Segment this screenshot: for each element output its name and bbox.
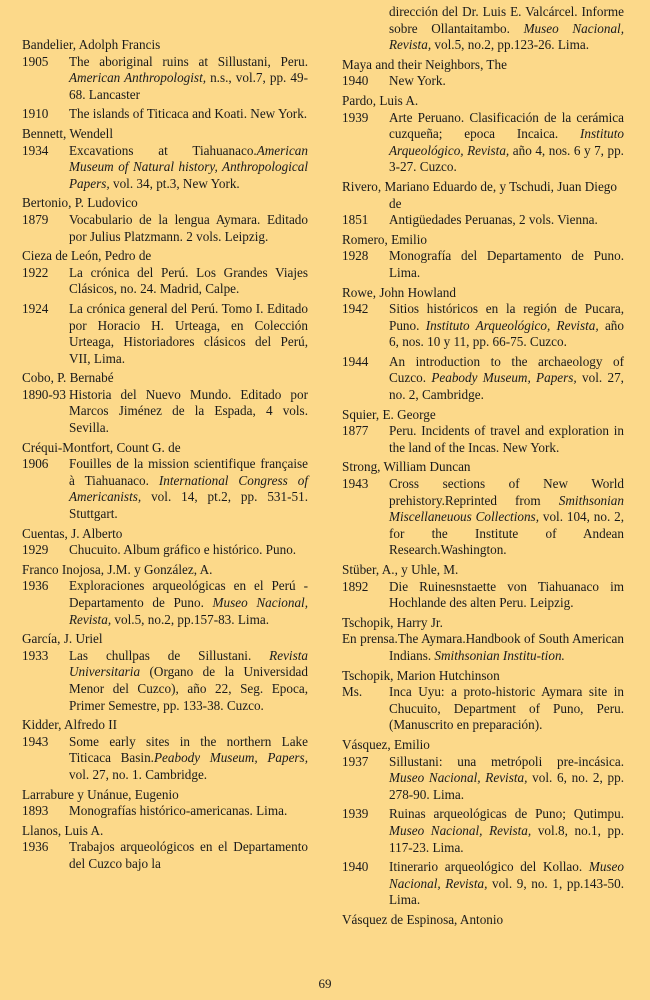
entry-year: En prensa. <box>342 631 398 647</box>
entry-text-part: Sitios históricos en la región de Pucara, Puno. <box>389 301 624 333</box>
entry-text-part: Trabajos arqueológicos en el Departamento del Cuzco bajo la <box>69 839 308 871</box>
entry-text-part: The Aymara.Handbook of South American Indians. <box>389 631 624 663</box>
entry-text-part: An introduction to the archaeology of Cuzco. <box>389 353 624 386</box>
entry-title-italic: International Congress of Americanists, <box>69 472 308 505</box>
author-name: Tschopik, Harry Jr. <box>342 614 443 630</box>
bibliography-entry <box>342 212 624 229</box>
entry-text-part: año 6, nos. 10 y 11, pp. 66-75. Cuzco. <box>389 317 624 350</box>
entry-text <box>389 631 624 663</box>
entry-text-part: Cross sections of New World prehistory.Reprinted from <box>389 476 624 508</box>
bibliography-entry <box>342 354 624 404</box>
entry-year: 1943 <box>22 733 49 749</box>
bibliography-entry <box>22 578 308 628</box>
entry-year: Ms. <box>342 684 363 700</box>
author-name: Cobo, P. Bernabé <box>22 370 114 386</box>
entry-text-part: vol. 27, no. 2, Cambridge. <box>389 370 624 403</box>
entry-year: 1851 <box>342 212 369 228</box>
entry-title-italic: Instituto Arqueológico, Revista, <box>425 317 599 333</box>
bibliography-entry <box>22 301 308 367</box>
author-name: Pardo, Luis A. <box>342 92 419 108</box>
entry-year: 1934 <box>22 142 49 158</box>
author-name: Tschopik, Marion Hutchinson <box>342 667 500 683</box>
entry-text-part: Die Ruinesnstaette von Tiahuanaco im Hochlande des alten Peru. Leipzig. <box>389 578 624 611</box>
entry-text-part: año 4, nos. 6 y 7, pp. 3-27. Cuzco. <box>389 142 624 175</box>
left-column <box>22 37 308 876</box>
entry-text <box>69 143 308 193</box>
entry-year: 1940 <box>342 73 369 89</box>
entry-text <box>389 354 624 404</box>
bibliography-entry <box>342 806 624 856</box>
entry-year: 1933 <box>22 647 49 663</box>
entry-year: 1940 <box>342 859 369 875</box>
entry-text-part: New York. <box>389 73 446 89</box>
entry-text <box>69 54 308 104</box>
bibliography-entry <box>342 684 624 734</box>
author-name: Cuentas, J. Alberto <box>22 525 123 541</box>
bibliography-entry <box>342 4 624 54</box>
entry-text <box>69 578 308 628</box>
entry-text <box>389 110 624 176</box>
entry-text <box>389 684 624 734</box>
entry-text-part: dirección del Dr. Luis E. Valcárcel. Informe sobre Ollantaitambo. <box>389 4 624 36</box>
page-number: 69 <box>318 976 332 991</box>
entry-text <box>389 859 624 909</box>
entry-text <box>389 806 624 856</box>
entry-year: 1936 <box>22 578 49 594</box>
entry-title-italic: Museo Nacional, Revista, <box>389 770 528 786</box>
author-name: Franco Inojosa, J.M. y González, A. <box>22 561 213 577</box>
entry-text-part: La crónica general del Perú. Tomo I. Editado por Horacio H. Urteaga, en Colección Urteaga, Historiadores clásicos del Perú, VII, Lima. <box>69 300 308 366</box>
entry-text-part: Antigüedades Peruanas, 2 vols. Vienna. <box>389 212 598 228</box>
bibliography-entry <box>22 212 308 245</box>
bibliography-entry <box>22 54 308 104</box>
entry-text <box>389 476 624 559</box>
bibliography-entry <box>22 734 308 784</box>
bibliography-entry <box>22 648 308 714</box>
entry-text <box>69 542 308 559</box>
entry-title-italic: Peabody Museum, Papers, <box>431 370 577 386</box>
entry-text-part: Some early sites in the northern Lake Titicaca Basin. <box>69 733 308 766</box>
entry-title-italic: Instituto Arqueológico, Revista, <box>389 126 624 158</box>
author-name: García, J. Uriel <box>22 631 103 647</box>
author-name: Strong, William Duncan <box>342 459 471 475</box>
author-name: Créqui-Montfort, Count G. de <box>22 439 181 455</box>
author-name: Vásquez de Espinosa, Antonio <box>342 911 504 927</box>
entry-year: 1929 <box>22 542 49 558</box>
entry-text <box>389 301 624 351</box>
entry-text <box>69 106 308 123</box>
entry-year: 1943 <box>342 476 369 492</box>
bibliography-entry <box>342 579 624 612</box>
author-name: Vásquez, Emilio <box>342 736 430 752</box>
bibliography-entry <box>342 423 624 456</box>
bibliography-entry <box>342 73 624 90</box>
entry-text <box>389 423 624 456</box>
entry-text-part: Las chullpas de Sillustani. <box>69 647 270 663</box>
bibliography-entry <box>22 143 308 193</box>
entry-title-italic: Smithsonian Institu-tion. <box>434 647 565 663</box>
entry-text-part: (Organo de la Universidad Menor del Cuzco), año 22, Seg. Epoca, Primer Semestre, pp. 133-38. Cuzco. <box>69 664 308 713</box>
entry-text <box>389 212 624 229</box>
entry-title-italic: Museo Nacional, Revista, <box>389 859 624 891</box>
entry-title-italic: American Museum of Natural history, Anthropological Papers, <box>69 142 308 191</box>
bibliography-entry <box>342 301 624 351</box>
entry-year: 1890-93 <box>22 386 66 402</box>
entry-text-part: Excavations at Tiahuanaco. <box>69 142 257 158</box>
bibliography-entry <box>342 476 624 559</box>
entry-text <box>389 754 624 804</box>
author-name: Squier, E. George <box>342 406 436 422</box>
entry-year: 1928 <box>342 248 369 264</box>
entry-text-part: Vocabulario de la lengua Aymara. Editado por Julius Platzmann. 2 vols. Leipzig. <box>69 211 308 244</box>
entry-text-part: Monografías histórico-americanas. Lima. <box>69 803 288 819</box>
entry-year: 1939 <box>342 806 369 822</box>
author-name: Maya and their Neighbors, The <box>342 56 507 72</box>
entry-year: 1944 <box>342 353 369 369</box>
entry-year: 1942 <box>342 301 369 317</box>
bibliography-entry <box>342 859 624 909</box>
entry-text-part: vol.8, no.1, pp. 117-23. Lima. <box>389 822 625 855</box>
bibliography-entry <box>22 106 308 123</box>
entry-text-part: Historia del Nuevo Mundo. Editado por Marcos Jiménez de la Espada, 4 vols. Sevilla. <box>69 386 308 436</box>
entry-text-part: vol. 34, pt.3, New York. <box>109 175 240 191</box>
entry-title-italic: Peabody Museum, Papers, <box>153 750 308 766</box>
entry-text-part: vol. 104, no. 2, for the Institute of Andean Research.Washington. <box>389 509 625 558</box>
bibliography-entry <box>22 542 308 559</box>
right-column <box>342 4 624 928</box>
entry-year: 1877 <box>342 423 369 439</box>
author-name: Larrabure y Unánue, Eugenio <box>22 786 179 802</box>
entry-text-part: vol. 14, pt.2, pp. 531-51. Stuttgart. <box>69 489 308 522</box>
entry-text-part: vol. 9, no. 1, pp.143-50. Lima. <box>389 875 624 908</box>
bibliography-entry <box>22 387 308 437</box>
author-name: Llanos, Luis A. <box>22 822 104 838</box>
entry-text <box>389 73 624 90</box>
bibliography-entry <box>342 110 624 176</box>
entry-text-part: n.s., vol.7, pp. 49-68. Lancaster <box>69 70 308 102</box>
bibliography-entry <box>22 456 308 522</box>
entry-text <box>69 265 308 298</box>
entry-year: 1905 <box>22 53 49 69</box>
author-name: Bandelier, Adolph Francis <box>22 37 161 52</box>
author-name: Rivero, Mariano Eduardo de, y Tschudi, Juan Diego de <box>342 178 617 211</box>
entry-text <box>69 387 308 437</box>
entry-text-part: Fouilles de la mission scientifique française à Tiahuanaco. <box>69 456 308 488</box>
entry-title-italic: Museo Nacional, Revista, <box>389 822 532 838</box>
entry-text <box>69 456 308 522</box>
author-name: Stüber, A., y Uhle, M. <box>342 562 459 577</box>
entry-text <box>69 212 308 245</box>
bibliography-entry <box>342 631 624 664</box>
entry-text-part: Arte Peruano. Clasificación de la cerámica cuzqueña; epoca Incaica. <box>389 109 624 142</box>
entry-title-italic: Museo Nacional, Revista, <box>69 595 308 627</box>
author-name: Kidder, Alfredo II <box>22 717 118 733</box>
bibliography-entry <box>22 265 308 298</box>
entry-text <box>389 248 624 281</box>
entry-title-italic: American Anthropologist, <box>69 70 207 86</box>
entry-year: 1906 <box>22 456 49 472</box>
entry-year: 1924 <box>22 300 49 316</box>
entry-year: 1937 <box>342 753 369 769</box>
entry-text <box>69 301 308 367</box>
entry-year: 1939 <box>342 109 369 125</box>
entry-text-part: Inca Uyu: a proto-historic Aymara site in Chucuito, Department of Puno, Peru.(Manuscrito en preparación). <box>389 684 624 733</box>
author-name: Cieza de León, Pedro de <box>22 248 152 264</box>
entry-year: 1879 <box>22 211 49 227</box>
entry-year: 1892 <box>342 578 369 594</box>
entry-year: 1936 <box>22 839 49 855</box>
entry-year: 1910 <box>22 106 49 122</box>
entry-year: 1893 <box>22 803 49 819</box>
entry-text-part: vol. 6, no. 2, pp. 278-90. Lima. <box>389 770 624 802</box>
entry-text <box>69 648 308 714</box>
bibliography-entry <box>342 248 624 281</box>
entry-text-part: vol. 27, no. 1. Cambridge. <box>69 766 208 782</box>
entry-year: 1922 <box>22 264 49 280</box>
entry-title-italic: Revista Universitaria <box>69 647 308 680</box>
bibliography-entry <box>342 754 624 804</box>
entry-text <box>389 4 624 54</box>
bibliography-entry <box>22 803 308 820</box>
author-name: Romero, Emilio <box>342 231 427 247</box>
entry-text <box>69 734 308 784</box>
bibliography-entry <box>22 839 308 872</box>
entry-text-part: Itinerario arqueológico del Kollao. <box>389 859 589 875</box>
entry-text-part: Exploraciones arqueológicas en el Perú - Departamento de Puno. <box>69 578 308 610</box>
author-name: Rowe, John Howland <box>342 284 456 300</box>
entry-text-part: vol.5, no.2, pp.157-83. Lima. <box>111 611 269 627</box>
entry-text-part: Chucuito. Album gráfico e histórico. Puno. <box>69 542 297 558</box>
entry-text <box>69 839 308 872</box>
entry-text <box>389 579 624 612</box>
entry-text-part: Peru. Incidents of travel and exploration in the land of the Incas. New York. <box>389 423 624 455</box>
entry-title-italic: Museo Nacional, Revista, <box>389 20 624 53</box>
entry-title-italic: Smithsonian Miscellaneuous Collections, <box>389 492 624 525</box>
entry-text-part: Monografía del Departamento de Puno. Lima. <box>389 248 624 280</box>
entry-text-part: La crónica del Perú. Los Grandes Viajes Clásicos, no. 24. Madrid, Calpe. <box>69 264 308 297</box>
author-name: Bennett, Wendell <box>22 125 113 141</box>
entry-text <box>69 803 308 820</box>
entry-text-part: The aboriginal ruins at Sillustani, Peru. <box>69 53 308 69</box>
entry-text-part: Sillustani: una metrópoli pre-incásica. <box>389 753 624 769</box>
entry-text-part: The islands of Titicaca and Koati. New York. <box>69 106 308 122</box>
entry-text-part: vol.5, no.2, pp.123-26. Lima. <box>431 37 589 53</box>
author-name: Bertonio, P. Ludovico <box>22 195 138 211</box>
entry-text-part: Ruinas arqueológicas de Puno; Qutimpu. <box>389 806 624 822</box>
